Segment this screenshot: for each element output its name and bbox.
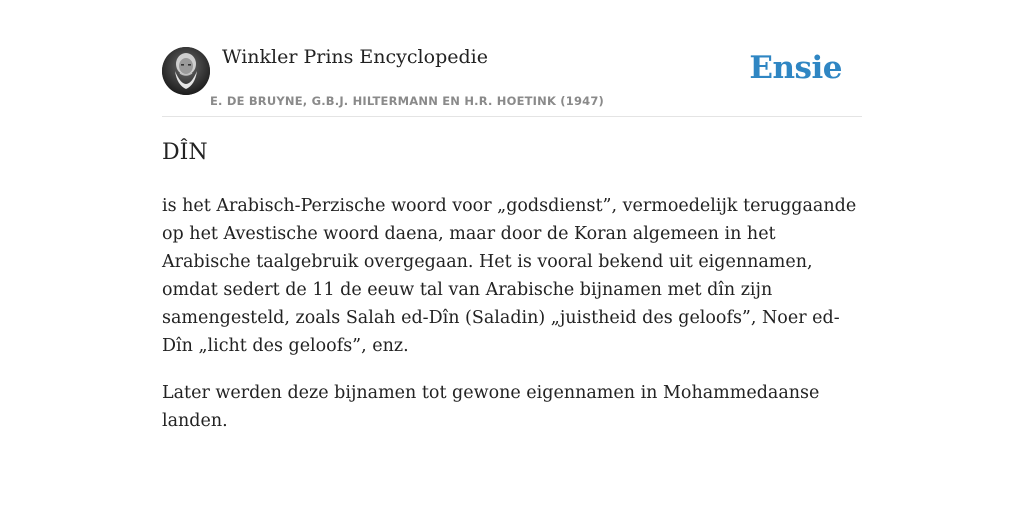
entry-headword: DÎN: [162, 140, 208, 165]
source-avatar[interactable]: [162, 47, 210, 95]
entry-paragraph: Later werden deze bijnamen tot gewone eigennamen in Mohammedaanse landen.: [162, 383, 820, 431]
brand-logo-link[interactable]: Ensie: [749, 50, 842, 86]
source-header: [162, 44, 862, 117]
source-authors: E. DE BRUYNE, G.B.J. HILTERMANN EN H.R. HOETINK (1947): [210, 94, 605, 108]
entry-body: [162, 192, 868, 454]
bearded-man-portrait-icon: [162, 47, 210, 95]
entry-paragraph: is het Arabisch-Perzische woord voor „godsdienst”, vermoedelijk teruggaande op het Avestische woord daena, maar door de Koran algemeen in het Arabische taalgebruik overgegaan. Het is vooral bekend uit eigennamen, omdat sedert de 11 de eeuw tal van Arabische bijnamen met dîn zijn samengesteld, zoals Salah ed-Dîn (Saladin) „juistheid des geloofs”, Noer ed-Dîn „licht des geloofs”, enz.: [162, 196, 857, 356]
source-title[interactable]: Winkler Prins Encyclopedie: [222, 46, 488, 68]
